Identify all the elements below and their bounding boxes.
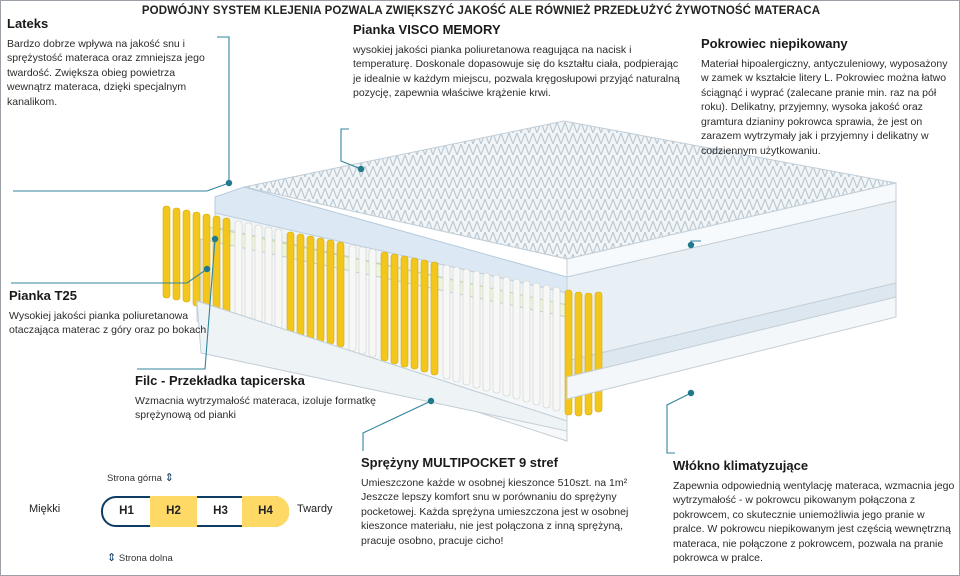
callout-pokrowiec-title: Pokrowiec niepikowany bbox=[701, 36, 848, 51]
callout-lateks-body: Bardzo dobrze wpływa na jakość snu i sprężystość materaca oraz zmniejsza jego twardość. Zwiększa obieg powietrza wewnątrz materaca, dzięki specjalnym kanalikom. bbox=[7, 37, 205, 108]
leader-dot-pokrowiec bbox=[688, 242, 694, 248]
callout-visco bbox=[353, 23, 683, 101]
hardness-scale bbox=[29, 471, 339, 566]
callout-pokrowiec bbox=[701, 37, 951, 158]
callout-visco-body: wysokiej jakości pianka poliuretanowa reagująca na nacisk i temperaturę. Doskonale dopasowuje się do kształtu ciała, podpierając je idealnie w każdym miejscu, pozwala kręgosłupowi przyjąć naturalną pozycję, zapewnia właściwe krążenie krwi. bbox=[353, 43, 680, 100]
callout-pianka-t25-body: Wysokiej jakości pianka poliuretanowa otaczająca materac z góry oraz po bokach bbox=[9, 309, 207, 337]
scale-soft-label: Miękki bbox=[29, 503, 61, 515]
scale-bottom-text: Strona dolna bbox=[118, 553, 173, 564]
callout-wlokno bbox=[673, 459, 958, 566]
callout-wlokno-body: Zapewnia odpowiednią wentylację materaca, wzmacnia jego wytrzymałość - w pokrowcu pikowanym połączona z pokrowcem, co skutecznie uniemożliwia jego pranie w pralce. W pokrowcu niepikowanym jest częścią wewnętrzną materaca, nie połączone z pokrowcem, pozwala na pranie pokrowca w pralce. bbox=[673, 479, 955, 565]
callout-filc bbox=[135, 374, 395, 423]
callout-pianka-t25 bbox=[9, 289, 209, 338]
callout-pokrowiec-body: Materiał hipoalergiczny, antyczuleniowy, wyposażony w zamek w kształcie litery L. Pokrowiec można łatwo ściągnąć i wyprać (zalecane pranie min. raz na pół roku). Delikatny, przyjemny, wysoka jakość oraz gramtura dzianiny pokrowca sprawia, że jest on zarazem wytrzymały jak i przyjemny i delikatny w codziennym użytkowaniu. bbox=[701, 57, 948, 157]
leader-dot-t25 bbox=[204, 266, 210, 272]
leader-lateks bbox=[13, 183, 229, 191]
scale-top-side-label bbox=[107, 471, 174, 484]
callout-visco-title: Pianka VISCO MEMORY bbox=[353, 22, 501, 37]
scale-level-h1[interactable]: H1 bbox=[119, 505, 134, 517]
callout-sprezyny-body: Umieszczone każde w osobnej kieszonce 510szt. na 1m² Jeszcze lepszy komfort snu w porównaniu do sprężyny pocketowej. Każda sprężyna umieszczona jest w osobnej kieszonce materiału, nie jest połączona z inną sprężyną, pracuje osobno, pracuje cicho! bbox=[361, 476, 629, 547]
leader-dot-filc bbox=[212, 236, 218, 242]
leader-wlokno bbox=[667, 393, 691, 453]
scale-hard-label: Twardy bbox=[297, 503, 333, 515]
scale-level-h3[interactable]: H3 bbox=[213, 505, 228, 517]
callout-filc-body: Wzmacnia wytrzymałość materaca, izoluje formatkę sprężynową od pianki bbox=[135, 394, 376, 422]
callout-lateks bbox=[7, 17, 217, 109]
leader-dot-sprezyny bbox=[428, 398, 434, 404]
leader-dot-wlokno bbox=[688, 390, 694, 396]
scale-top-text: Strona górna bbox=[107, 473, 162, 484]
callout-pianka-t25-title: Pianka T25 bbox=[9, 288, 77, 303]
down-up-arrow-icon: ⇕ bbox=[107, 552, 117, 564]
callout-wlokno-title: Włókno klimatyzujące bbox=[673, 458, 809, 473]
scale-bottom-side-label bbox=[107, 551, 173, 564]
up-down-arrow-icon: ⇕ bbox=[164, 472, 174, 484]
callout-sprezyny-title: Sprężyny MULTIPOCKET 9 stref bbox=[361, 455, 558, 470]
scale-level-h2[interactable]: H2 bbox=[150, 496, 197, 527]
leader-dot-visco bbox=[358, 166, 364, 172]
callout-sprezyny bbox=[361, 456, 651, 548]
headline: PODWÓJNY SYSTEM KLEJENIA POZWALA ZWIĘKSZYĆ JAKOŚĆ ALE RÓWNIEŻ PRZEDŁUŻYĆ ŻYWOTNOŚĆ MATERACA bbox=[141, 5, 821, 17]
callout-filc-title: Filc - Przekładka tapicerska bbox=[135, 373, 305, 388]
callout-lateks-title: Lateks bbox=[7, 16, 49, 31]
leader-lateks-2 bbox=[217, 37, 229, 183]
scale-level-h4[interactable]: H4 bbox=[242, 496, 289, 527]
